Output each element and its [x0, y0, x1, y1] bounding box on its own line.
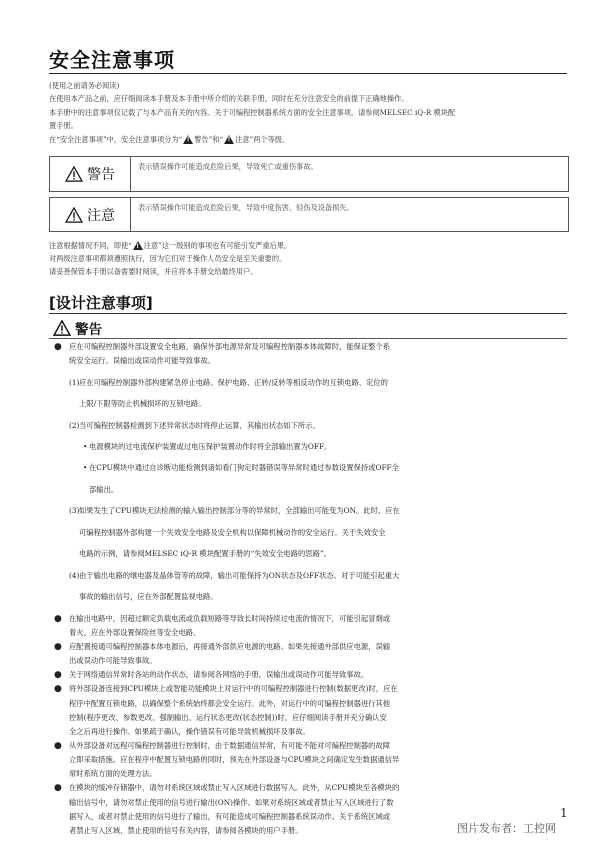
design-section-title: [设计注意事项]	[49, 294, 153, 312]
sub-item	[49, 419, 571, 433]
watermark: 图片发布者：工控网	[457, 822, 556, 835]
sub-item-text-line: 上限/下限等防止机械损坏的互锁电路。	[79, 399, 206, 409]
intro-section	[49, 79, 569, 146]
sub-point-text-line: 电源模块的过电流保护装置或过电压保护装置动作时将全部输出置为OFF。	[89, 441, 332, 451]
item-text-line: 从外部设备对远程可编程控制器进行控制时，由于数据通信异常，有可能不能对可编程控制器的故障	[69, 741, 391, 750]
warning-triangle-icon	[224, 135, 234, 144]
item-text-line: 在模块的缓冲存储器中，请勿对系统区域或禁止写入区域进行数据写入。此外，从CPU模块至各模块的	[69, 783, 400, 793]
note-line	[49, 239, 569, 252]
warning-divider	[49, 338, 567, 339]
list-item	[49, 668, 571, 682]
item-text-line: 控制(程序更改、参数更改、强制输出、运行状态更改(状态控制))时，应仔细阅读手册并充分确认安	[69, 712, 387, 722]
list-item	[49, 340, 571, 368]
warning-triangle-icon	[183, 135, 193, 144]
item-text-line: 者禁止写入区域、禁止使用的信号有关内容，请参阅各模块的用户手册。	[69, 825, 303, 835]
bullet-icon: ●	[54, 684, 62, 695]
intro-line: 在使用本产品之前，应仔细阅读本手册及本手册中所介绍的关联手册，同时在充分注意安全的前提下正确地操作。	[49, 94, 409, 104]
intro-line: 本手册中的注意事项仅记载了与本产品有关的内容。关于可编程控制器系统方面的安全注意事项，请参阅MELSEC iQ-R 模块配	[49, 107, 456, 117]
list-item	[49, 682, 571, 739]
sub-item-text-line: 当可编程控制器检测到下述异常状态时将停止运算，其输出状态如下所示。	[79, 420, 320, 430]
item-text-line: 在输出电路中，因超过额定负载电流或负载短路等导致长时间持续过电流的情况下，可能引起冒烟或	[69, 613, 391, 623]
warning-description: 表示错误操作可能造成危险后果，导致死亡或重伤事故。	[138, 162, 318, 171]
note-line: 请妥善保管本手册以备需要时阅读，并应将本手册交给最终用户。	[49, 267, 258, 276]
caution-description: 表示错误操作可能造成危险后果，导致中度伤害、轻伤及设备损失。	[138, 203, 354, 212]
sub-item-text-line: 由于输出电路的继电器及晶体管等的故障，输出可能保持为ON状态及OFF状态。对于可能引起重大	[79, 570, 400, 580]
note-text: 注意根据情况不同，即使“	[49, 241, 132, 250]
sub-point	[49, 440, 571, 454]
sub-point-text-line: 在CPU模块中通过自诊断功能检测到诸如看门狗定时器错误等异常时通过参数设置保持或OFF全	[89, 463, 399, 473]
item-text-line: 关于网络通信异常时各站的动作状态，请参阅各网络的手册。误输出或误动作可能导致事故。	[69, 670, 369, 680]
item-text-line: 应在可编程控制器外部设置安全电路，确保外部电源异常及可编程控制器本体故障时，能保证整个系	[69, 342, 391, 351]
warning-triangle-icon	[53, 320, 71, 336]
notes-section	[49, 239, 569, 278]
note-caution-word: 注意	[143, 241, 159, 250]
sub-item-number: (4)	[69, 570, 80, 580]
bullet-icon: ●	[54, 613, 62, 624]
sub-item	[49, 376, 571, 412]
levels-line	[49, 133, 569, 146]
sub-item-number: (2)	[69, 420, 80, 430]
list-item	[49, 612, 571, 640]
note-text: ”这一级别的事项也有可能引发严重后果。	[158, 241, 292, 250]
title-divider	[49, 73, 567, 74]
item-text-line: 统安全运行。误输出或误动作可能导致事故。	[69, 356, 215, 366]
item-text-line: 着火，应在外部设置保险丝等安全电路。	[69, 627, 201, 637]
sub-item-number: (3)	[69, 506, 80, 516]
item-text-line: 据写入，或者对禁止使用的信号进行了输出，有可能造成可编程控制器系统误动作。关于系统区域或	[69, 811, 391, 821]
warning-triangle-icon	[65, 166, 83, 182]
sub-point-text-line: 部输出。	[89, 484, 119, 494]
read-first-note: (使用之前请务必阅读)	[49, 81, 120, 90]
sub-item-text-line: 应在可编程控制器外部构建紧急停止电路、保护电路、正转/反转等相反动作的互锁电路、定位的	[79, 377, 388, 387]
item-text-line: 应配置接通可编程控制器本体电源后，再接通外部供应电源的电路。如果先接通外部供应电源，误输	[69, 641, 391, 651]
warning-triangle-icon	[133, 241, 143, 250]
sub-item	[49, 504, 571, 561]
dot-icon: •	[83, 463, 88, 473]
bullet-icon: ●	[54, 741, 62, 751]
caution-label-text: 注意	[87, 207, 115, 224]
sub-point	[49, 461, 571, 497]
item-text-line: 程序中配置互锁电路，以确保整个系统始终都会安全运行。此外，对运行中的可编程控制器进行其他	[69, 698, 391, 708]
levels-text: 在“安全注意事项”中，安全注意事项分为“	[49, 134, 183, 144]
bullet-icon: ●	[54, 670, 62, 681]
intro-line: 置手册。	[49, 121, 78, 131]
warning-label-text: 警告	[87, 167, 115, 183]
warning-definition-box	[49, 156, 569, 192]
caution-definition-box	[49, 197, 569, 232]
sub-item-number: (1)	[69, 377, 80, 387]
item-text-line: 立即采取措施。应在程序中配置互锁电路的同时，预先在外部设备与CPU模块之间确定发生数据通信异	[69, 755, 400, 765]
section-divider	[49, 313, 567, 314]
list-item	[49, 739, 571, 781]
item-text-line: 输出信号中，请勿对禁止使用的信号进行输出(ON)操作。如果对系统区域或者禁止写入区域进行了数	[69, 797, 394, 807]
item-text-line: 出或误动作可能导致事故。	[69, 656, 157, 666]
page-title: 安全注意事项	[49, 48, 175, 72]
sub-item-text-line: 电路的示例，请参阅MELSEC iQ-R 模块配置手册的“失效安全电路的思路”。	[79, 549, 331, 559]
bullet-icon: ●	[54, 641, 62, 652]
dot-icon: •	[83, 441, 88, 451]
item-text-line: 将外部设备连接到CPU模块上或智能功能模块上对运行中的可编程控制器进行控制(数据更改)时，应在	[69, 684, 398, 694]
caution-box-label	[50, 198, 131, 231]
item-text-line: 全之后再进行操作。如果疏于确认，操作错误有可能导致机械损坏及事故。	[69, 726, 310, 736]
page-number: 1	[560, 806, 568, 820]
levels-text: ”两个等级。	[249, 134, 290, 144]
design-warning-label: 警告	[75, 322, 102, 338]
sub-item	[49, 569, 571, 605]
levels-text: ”和“	[208, 134, 224, 144]
sub-item-text-line: 如果发生了CPU模块无法检测的输入输出控制部分等的异常时，全部输出可能变为ON。此时，应在	[79, 506, 400, 516]
bullet-icon: ●	[54, 342, 62, 352]
levels-warning-word: 警告	[194, 134, 209, 144]
levels-caution-word: 注意	[235, 134, 250, 144]
list-item	[49, 640, 571, 668]
sub-item-text-line: 可编程控制器外部构建一个失效安全电路及安全机构以保障机械动作的安全运行。关于失效安全	[79, 527, 386, 537]
item-text-line: 常时系统方面的处理方法。	[69, 769, 157, 779]
design-warning-list	[49, 340, 571, 838]
design-warning-heading	[53, 318, 102, 338]
warning-triangle-icon	[65, 207, 83, 223]
note-line: 对两级注意事项都须遵照执行，因为它们对于操作人员安全是至关重要的。	[49, 254, 287, 263]
warning-box-label	[50, 157, 131, 191]
bullet-icon: ●	[54, 783, 62, 794]
sub-item-text-line: 事故的输出信号，应在外部配置监视电路。	[79, 592, 218, 602]
